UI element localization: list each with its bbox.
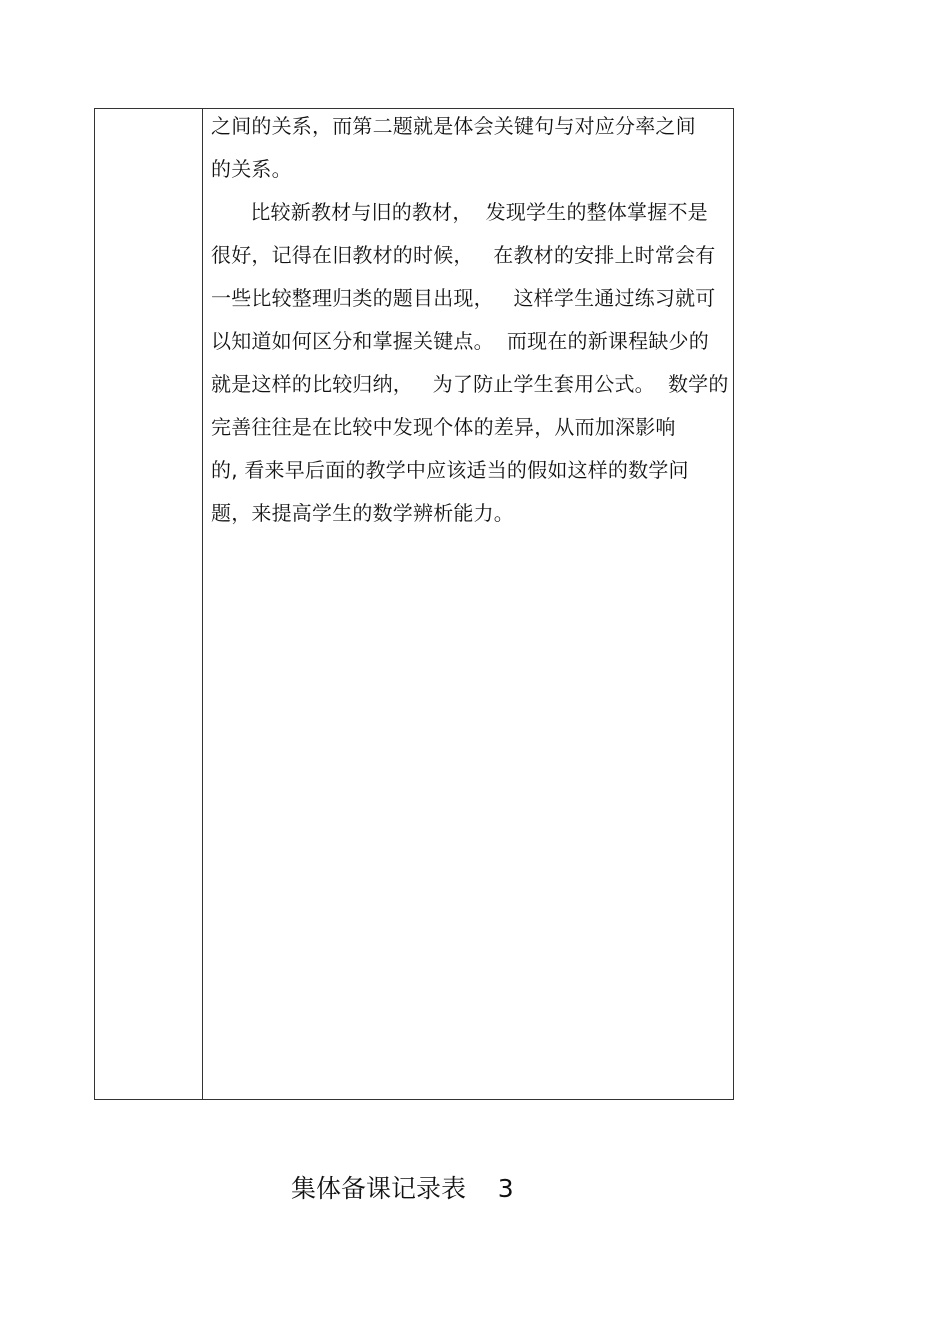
cell-text-line: 的, 看来早后面的教学中应该适当的假如这样的数学问 (211, 458, 689, 482)
cell-text-line: 很好，记得在旧教材的时候， 在教材的安排上时常会有 (211, 243, 716, 267)
cell-text-line: 完善往往是在比较中发现个体的差异，从而加深影响 (211, 415, 676, 439)
cell-text-line: 就是这样的比较归纳， 为了防止学生套用公式。 数学的 (211, 372, 729, 396)
section-title: 集体备课记录表 3 (291, 1174, 514, 1203)
table-column-divider (202, 109, 203, 1099)
cell-text-line: 的关系。 (211, 157, 292, 181)
record-table (94, 108, 734, 1100)
cell-text-line: 一些比较整理归类的题目出现， 这样学生通过练习就可 (211, 286, 716, 310)
cell-text-line: 之间的关系，而第二题就是体会关键句与对应分率之间 (211, 114, 696, 138)
cell-text-line: 比较新教材与旧的教材， 发现学生的整体掌握不是 (211, 200, 708, 224)
cell-text-line: 以知道如何区分和掌握关键点。 而现在的新课程缺少的 (211, 329, 709, 353)
cell-text-line: 题，来提高学生的数学辨析能力。 (211, 501, 514, 525)
